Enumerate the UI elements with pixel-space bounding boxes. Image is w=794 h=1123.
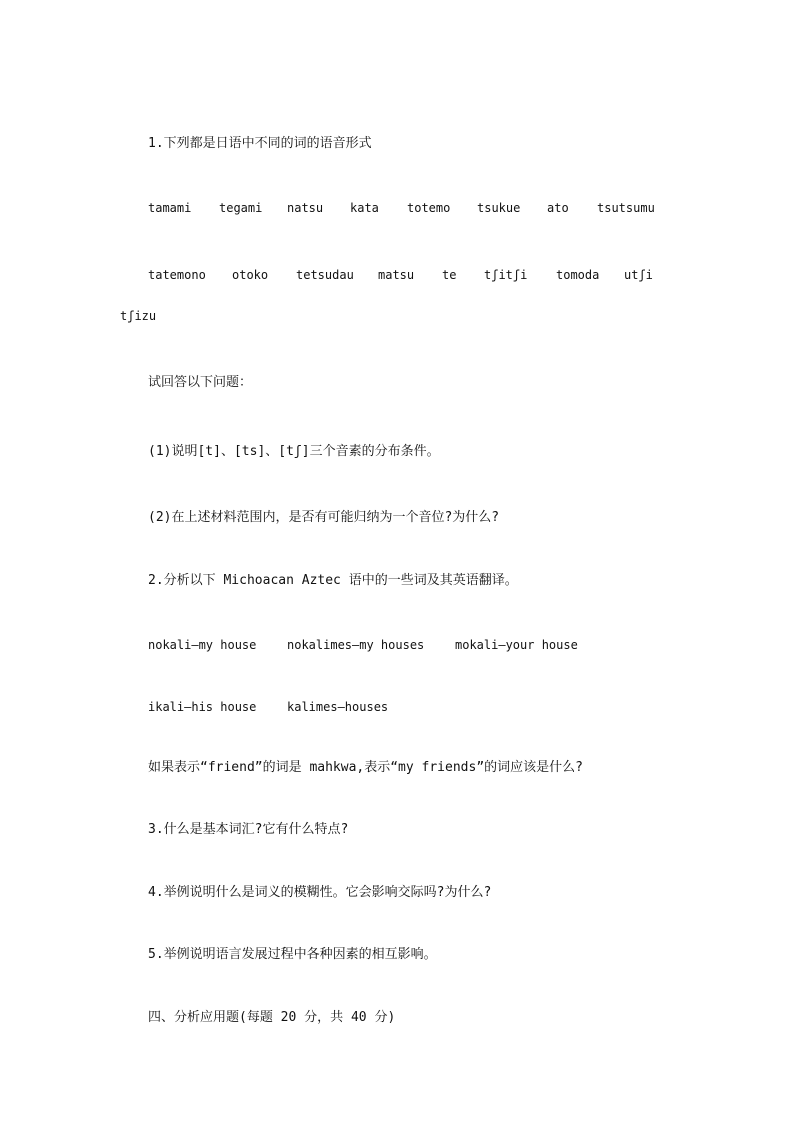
q1-title: 1.下列都是日语中不同的词的语音形式 — [148, 136, 372, 151]
gloss-item: nokalimes—my houses — [287, 638, 425, 652]
gloss-item: nokali—my house — [148, 638, 257, 652]
q1-subquestion-1: (1)说明[t]、[ts]、[tʃ]三个音素的分布条件。 — [148, 444, 440, 459]
section-heading: 四、分析应用题(每题 20 分，共 40 分) — [148, 1010, 396, 1025]
q2-title: 2.分析以下 Michoacan Aztec 语中的一些词及其英语翻译。 — [148, 573, 518, 588]
q5-text: 5.举例说明语言发展过程中各种因素的相互影响。 — [148, 947, 437, 962]
word: otoko — [232, 268, 269, 282]
gloss-item: kalimes—houses — [287, 700, 389, 714]
word: tomoda — [556, 268, 600, 282]
word: natsu — [287, 201, 324, 215]
word: totemo — [407, 201, 451, 215]
gloss-item: ikali—his house — [148, 700, 257, 714]
q3-text: 3.什么是基本词汇?它有什么特点? — [148, 822, 349, 837]
word: tamami — [148, 201, 192, 215]
q1-prompt: 试回答以下问题： — [148, 375, 253, 390]
word: tʃizu — [120, 309, 157, 323]
word: tetsudau — [296, 268, 354, 282]
word: kata — [350, 201, 379, 215]
word: utʃi — [624, 268, 653, 282]
q1-subquestion-2: (2)在上述材料范围内，是否有可能归纳为一个音位?为什么? — [148, 510, 500, 525]
word: tʃitʃi — [484, 268, 528, 282]
q2-question: 如果表示“friend”的词是 mahkwa,表示“my friends”的词应该是什么? — [148, 760, 583, 775]
word: tatemono — [148, 268, 206, 282]
word: tsutsumu — [597, 201, 655, 215]
gloss-item: mokali—your house — [455, 638, 578, 652]
q4-text: 4.举例说明什么是词义的模糊性。它会影响交际吗?为什么? — [148, 885, 492, 900]
word: matsu — [378, 268, 415, 282]
word: tsukue — [477, 201, 521, 215]
word: te — [442, 268, 457, 282]
word: tegami — [219, 201, 263, 215]
word: ato — [547, 201, 569, 215]
